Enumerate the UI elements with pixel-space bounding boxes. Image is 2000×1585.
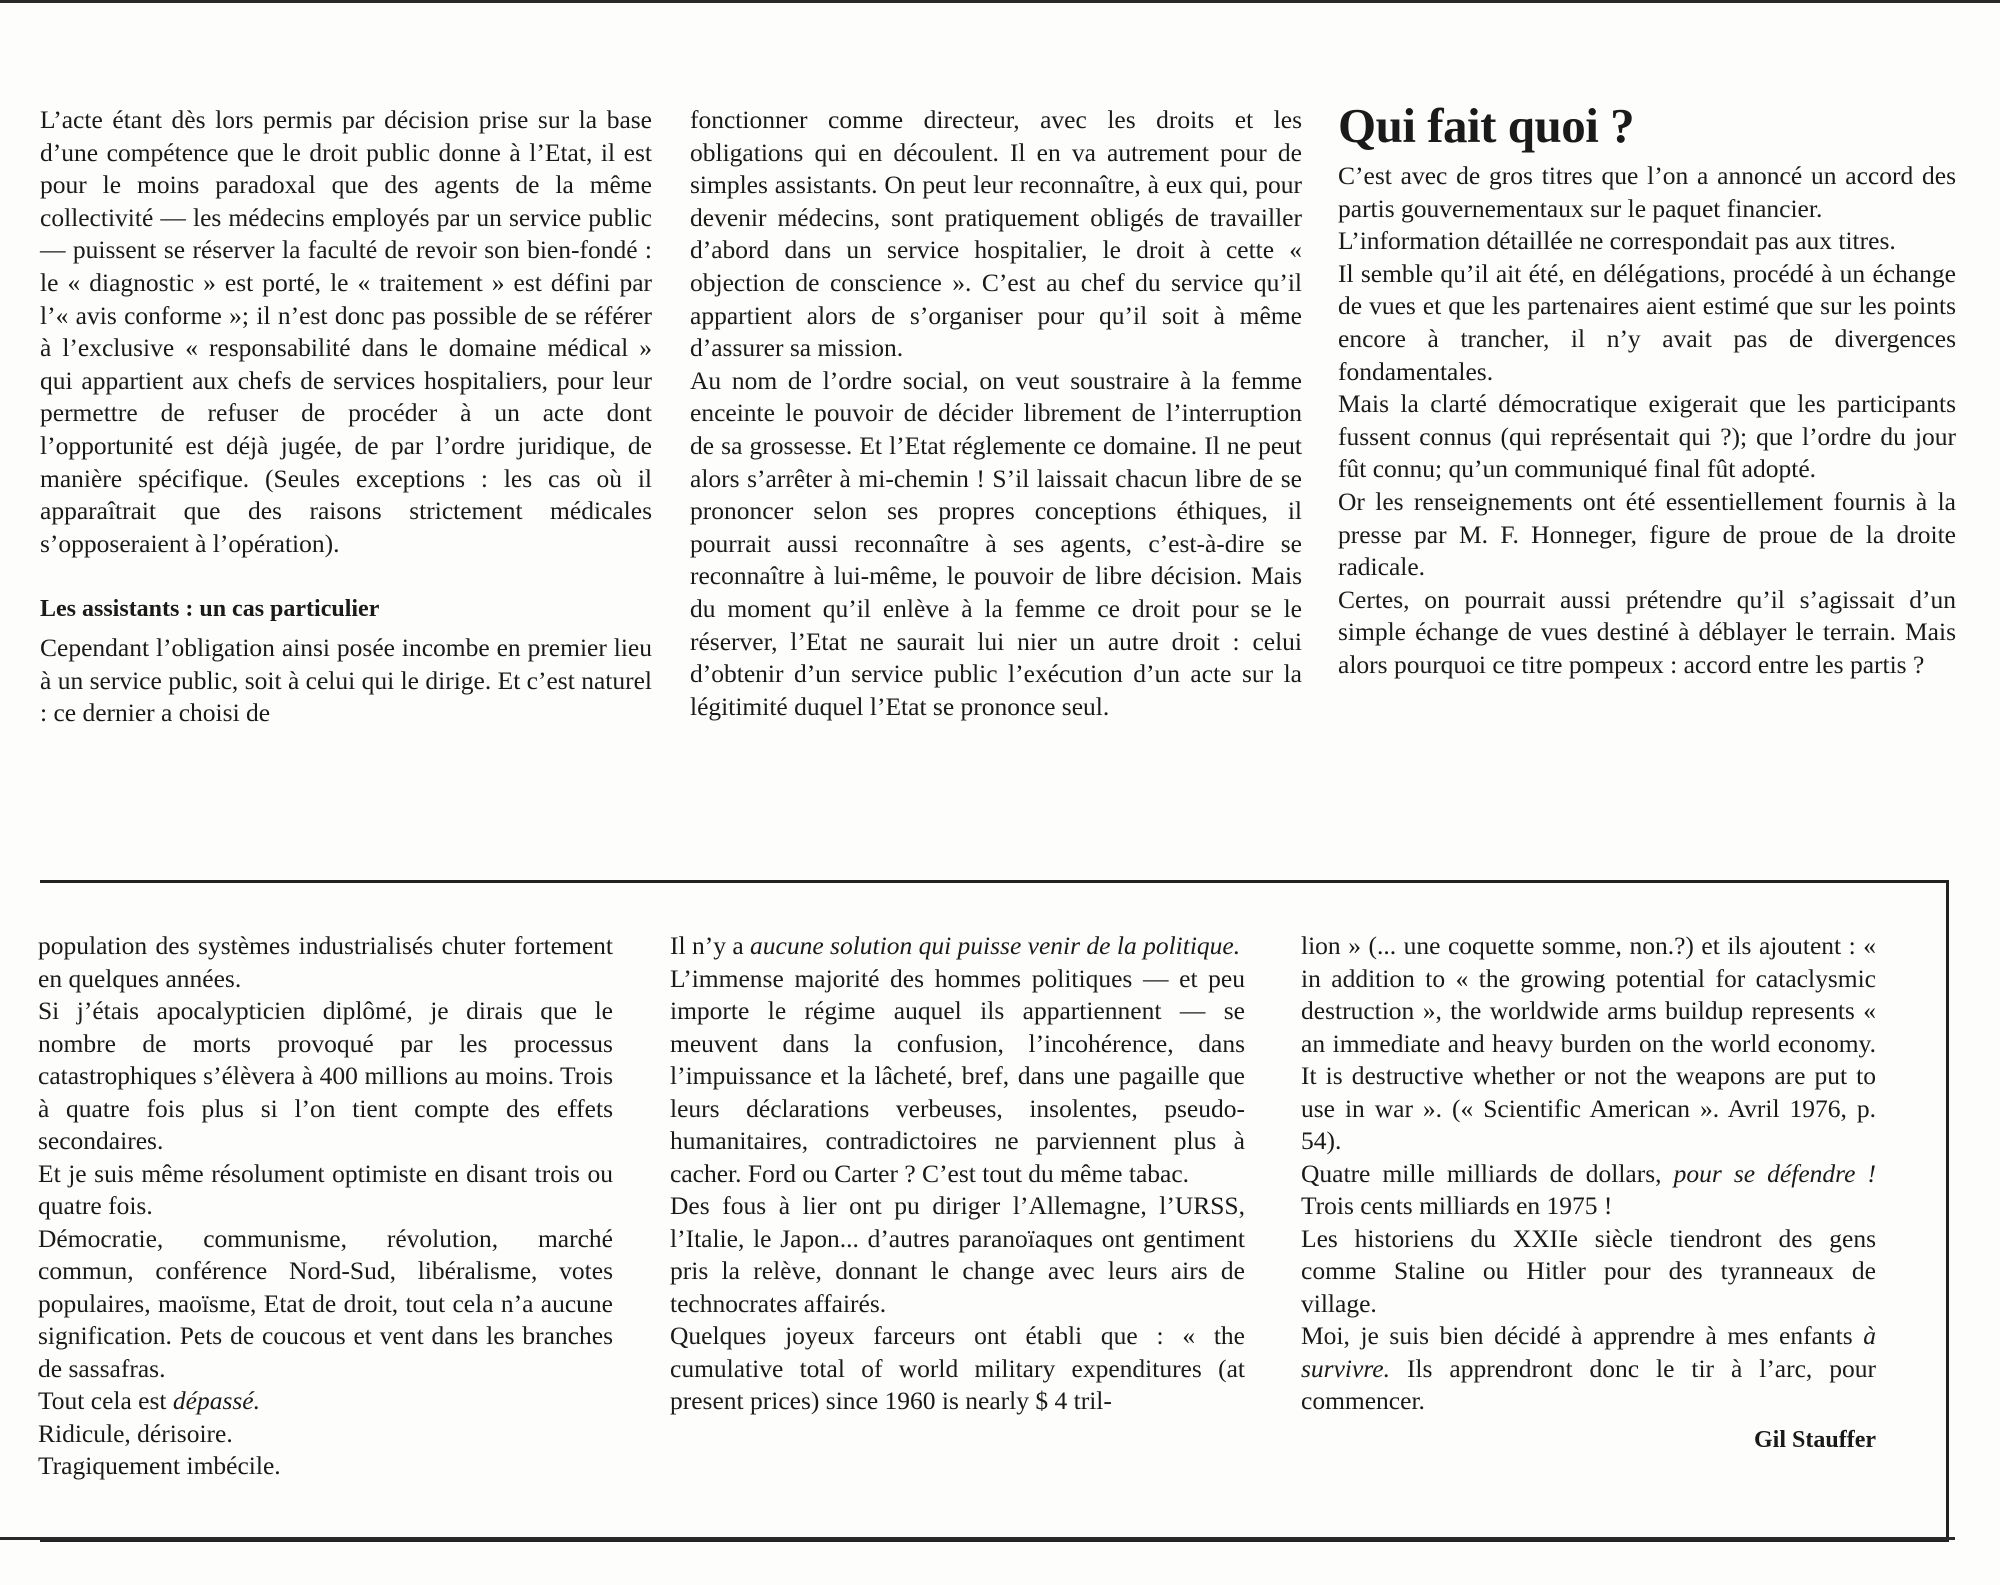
upper-column-1: [40, 104, 652, 730]
paragraph: C’est avec de gros titres que l’on a annoncé un accord des partis gouvernementaux sur le paquet financier.: [1338, 161, 1956, 223]
paragraph: [38, 1385, 613, 1418]
paragraph: Au nom de l’ordre social, on veut soustraire à la femme enceinte le pouvoir de décider librement de l’interruption de sa grossesse. Et l’Etat réglemente ce domaine. Il ne peut alors s’arrêter à mi-chemin ! S’il laissait chacun libre de se prononcer selon ses propres conceptions éthiques, il pourrait aussi reconnaître à ses agents, c’est-à-dire se reconnaître à lui-même, le pouvoir de libre décision. Mais du moment qu’il enlève à la femme ce droit pour se le réserver, l’Etat ne saurait lui nier un autre droit : celui d’obtenir d’un service public l’exécution d’un acte sur la légitimité duquel l’Etat se prononce seul.: [690, 365, 1302, 721]
paragraph: population des systèmes industrialisés chuter fortement en quelques années.: [38, 931, 613, 993]
emphasis: aucune solution qui puisse venir de la politique.: [750, 931, 1241, 960]
author-signature: Gil Stauffer: [1754, 1426, 1876, 1453]
bottom-rule: [0, 1537, 1955, 1540]
text-run: Ils apprendront donc le tir à l’arc, pour commencer.: [1301, 1353, 1876, 1415]
text-run: Tout cela est: [38, 1386, 173, 1415]
paragraph: [670, 930, 1245, 963]
top-rule: [0, 0, 2000, 3]
paragraph: Et je suis même résolument optimiste en disant trois ou quatre fois.: [38, 1158, 613, 1220]
text-run: Quatre mille milliards de dollars,: [1301, 1158, 1674, 1188]
lower-column-2: [670, 930, 1245, 1418]
paragraph: Démocratie, communisme, révolution, marché commun, conférence Nord-Sud, libéralisme, votes populaires, maoïsme, Etat de droit, tout cela n’a aucune signification. Pets de coucous et vent dans les branches de sassafras.: [38, 1223, 613, 1383]
text-run: Trois cents milliards en 1975 !: [1301, 1191, 1613, 1220]
emphasis: pour se défendre !: [1673, 1158, 1876, 1188]
text-run: Moi, je suis bien décidé à apprendre à mes enfants: [1301, 1321, 1864, 1350]
paragraph: [1301, 1320, 1876, 1418]
paragraph: fonctionner comme directeur, avec les droits et les obligations qui en découlent. Il en va autrement pour de simples assistants. On peut leur reconnaître, à eux qui, pour devenir médecins, sont pratiquement obligés de travailler d’abord dans un service hospitalier, le droit à cette « objection de conscience ». C’est au chef du service qu’il appartient alors de s’organiser pour qu’il soit à même d’assurer sa mission.: [690, 105, 1302, 363]
paragraph: Les historiens du XXIIe siècle tiendront des gens comme Staline ou Hitler pour des tyranneaux de village.: [1301, 1223, 1876, 1318]
article-title: Qui fait quoi ?: [1338, 98, 1635, 153]
emphasis: dépassé.: [172, 1386, 260, 1415]
paragraph: lion » (... une coquette somme, non.?) et ils ajoutent : « in addition to « the growing potential for cataclysmic destruction », the worldwide arms buildup represents « an immediate and heavy burden on the world economy. It is destructive whether or not the weapons are put to use in war ». (« Scientific American ». Avril 1976, p. 54).: [1301, 931, 1876, 1155]
upper-column-2: [690, 104, 1302, 723]
paragraph: Il semble qu’il ait été, en délégations, procédé à un échange de vues et que les partenaires aient estimé que sur les points encore à trancher, il n’y avait pas de divergences fondamentales.: [1338, 258, 1956, 386]
text-run: Il n’y a: [670, 931, 751, 960]
paragraph: Si j’étais apocalypticien diplômé, je dirais que le nombre de morts provoqué par les processus catastrophiques s’élèvera à 400 millions au moins. Trois à quatre fois plus si l’on tient compte des effets secondaires.: [38, 996, 613, 1155]
paragraph: Cependant l’obligation ainsi posée incombe en premier lieu à un service public, soit à celui qui le dirige. Et c’est naturel : ce dernier a choisi de: [40, 632, 652, 728]
paragraph: L’acte étant dès lors permis par décision prise sur la base d’une compétence que le droit public donne à l’Etat, il est pour le moins paradoxal que des agents de la même collectivité — les médecins employés par un service public — puissent se réserver la faculté de revoir son bien-fondé : le « diagnostic » est porté, le « traitement » est défini par l’« avis conforme »; il n’est donc pas possible de se référer à l’exclusive « responsabilité dans le domaine médical » qui appartient aux chefs de services hospitaliers, pour leur permettre de refuser de procéder à un acte dont l’opportunité est déjà jugée, de par l’ordre juridique, de manière spécifique. (Seules exceptions : les cas où il apparaîtrait que des raisons strictement médicales s’opposeraient à l’opération).: [40, 105, 652, 558]
paragraph: L’immense majorité des hommes politiques — et peu importe le régime auquel ils appartiennent — se meuvent dans la confusion, l’incohérence, dans l’impuissance et la lâcheté, bref, dans une pagaille que leurs déclarations verbeuses, insolentes, pseudo-humanitaires, contradictoires ne parviennent plus à cacher. Ford ou Carter ? C’est tout du même tabac.: [670, 963, 1245, 1188]
paragraph: Mais la clarté démocratique exigerait que les participants fussent connus (qui représentait qui ?); que l’ordre du jour fût connu; qu’un communiqué final fût adopté.: [1338, 389, 1956, 484]
lower-column-3: [1301, 930, 1876, 1456]
paragraph: Certes, on pourrait aussi prétendre qu’il s’agissait d’un simple échange de vues destiné à déblayer le terrain. Mais alors pourquoi ce titre pompeux : accord entre les partis ?: [1338, 584, 1956, 679]
paragraph: Quelques joyeux farceurs ont établi que : « the cumulative total of world military expenditures (at present prices) since 1960 is nearly $ 4 tril-: [670, 1321, 1245, 1415]
paragraph: Des fous à lier ont pu diriger l’Allemagne, l’URSS, l’Italie, le Japon... d’autres paranoïaques ont gentiment pris la relève, donnant le change avec leurs airs de technocrates affairés.: [670, 1191, 1245, 1318]
subheading: Les assistants : un cas particulier: [40, 596, 380, 623]
paragraph: L’information détaillée ne correspondait pas aux titres.: [1338, 226, 1896, 256]
lower-column-1: [38, 930, 613, 1483]
paragraph: Tragiquement imbécile.: [38, 1451, 281, 1480]
paragraph: [1301, 1158, 1876, 1223]
emphasis: à survivre.: [1301, 1321, 1876, 1383]
paragraph: Ridicule, dérisoire.: [38, 1418, 233, 1448]
upper-column-3: [1338, 96, 1956, 682]
paragraph: Or les renseignements ont été essentiellement fournis à la presse par M. F. Honneger, figure de proue de la droite radicale.: [1338, 486, 1956, 582]
